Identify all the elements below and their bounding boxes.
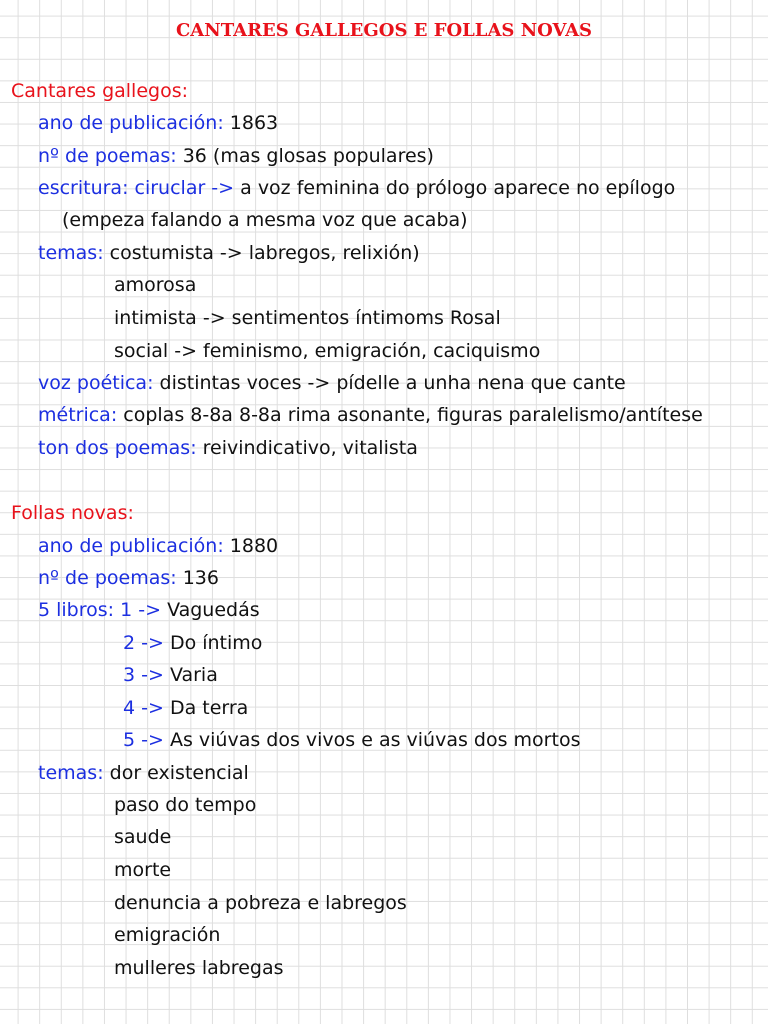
follas-tema-item: dor existencial (109, 762, 249, 784)
follas-libro-number: 4 -> (123, 697, 164, 719)
follas-libro-name: Da terra (163, 697, 249, 719)
cantares-temas-row (38, 239, 420, 267)
cantares-poemas-value: 36 (mas glosas populares) (176, 145, 434, 167)
follas-ano-value: 1880 (223, 535, 279, 557)
cantares-escritura-label: escritura: ciruclar -> (38, 177, 235, 199)
cantares-escritura-value: a voz feminina do prólogo aparece no epílogo (234, 177, 676, 199)
follas-libro-name: Do íntimo (163, 632, 263, 654)
cantares-escritura-continuation: (empeza falando a mesma voz que acaba) (62, 209, 468, 231)
cantares-metrica-value: coplas 8-8a 8-8a rima asonante, figuras paralelismo/antítese (117, 404, 703, 426)
cantares-ton-label: ton dos poemas: (38, 437, 197, 459)
cantares-poemas-label: nº de poemas: (38, 145, 177, 167)
cantares-tema-item: social -> feminismo, emigración, caciquismo (114, 340, 541, 362)
cantares-metrica-row (38, 401, 703, 429)
follas-tema-item: denuncia a pobreza e labregos (114, 892, 407, 914)
follas-libro-row (123, 726, 580, 754)
follas-libro-name: As viúvas dos vivos e as viúvas dos mortos (163, 729, 581, 751)
cantares-voz-label: voz poética: (38, 372, 154, 394)
cantares-ano-value: 1863 (223, 112, 279, 134)
follas-libro-row (123, 694, 248, 722)
cantares-ano-label: ano de publicación: (38, 112, 224, 134)
follas-libro-name: Vaguedás (161, 599, 260, 621)
follas-libro-number: 5 -> (123, 729, 164, 751)
follas-temas-label: temas: (38, 762, 104, 784)
follas-tema-item: mulleres labregas (114, 957, 284, 979)
follas-ano-row (38, 532, 278, 560)
follas-temas-row (38, 759, 249, 787)
cantares-poemas-row (38, 142, 434, 170)
follas-libro-number: 3 -> (123, 664, 164, 686)
follas-tema-item: morte (114, 859, 172, 881)
cantares-voz-value: distintas voces -> pídelle a unha nena que cante (153, 372, 626, 394)
follas-libro-name: Varia (163, 664, 218, 686)
page-title: CANTARES GALLEGOS E FOLLAS NOVAS (175, 20, 593, 41)
follas-libro-row (123, 629, 262, 657)
section-heading-follas: Follas novas: (11, 502, 134, 524)
section-heading-cantares: Cantares gallegos: (11, 80, 189, 102)
cantares-tema-item: intimista -> sentimentos íntimoms Rosal (114, 307, 501, 329)
follas-poemas-row (38, 564, 219, 592)
follas-poemas-value: 136 (176, 567, 219, 589)
follas-tema-item: emigración (114, 924, 221, 946)
cantares-ton-row (38, 434, 418, 462)
cantares-escritura-row (38, 174, 675, 202)
follas-poemas-label: nº de poemas: (38, 567, 177, 589)
follas-libro-number: 1 -> (120, 599, 162, 621)
follas-tema-item: saude (114, 826, 172, 848)
cantares-ano-row (38, 109, 278, 137)
follas-tema-item: paso do tempo (114, 794, 257, 816)
follas-libro-number: 2 -> (123, 632, 164, 654)
cantares-voz-row (38, 369, 626, 397)
follas-ano-label: ano de publicación: (38, 535, 224, 557)
follas-libros-row (38, 596, 260, 624)
follas-libro-row (123, 661, 218, 689)
follas-libros-label: 5 libros: (38, 599, 115, 621)
cantares-metrica-label: métrica: (38, 404, 118, 426)
cantares-tema-item: costumista -> labregos, relixión) (109, 242, 420, 264)
cantares-temas-label: temas: (38, 242, 104, 264)
cantares-tema-item: amorosa (114, 274, 197, 296)
cantares-ton-value: reivindicativo, vitalista (196, 437, 418, 459)
